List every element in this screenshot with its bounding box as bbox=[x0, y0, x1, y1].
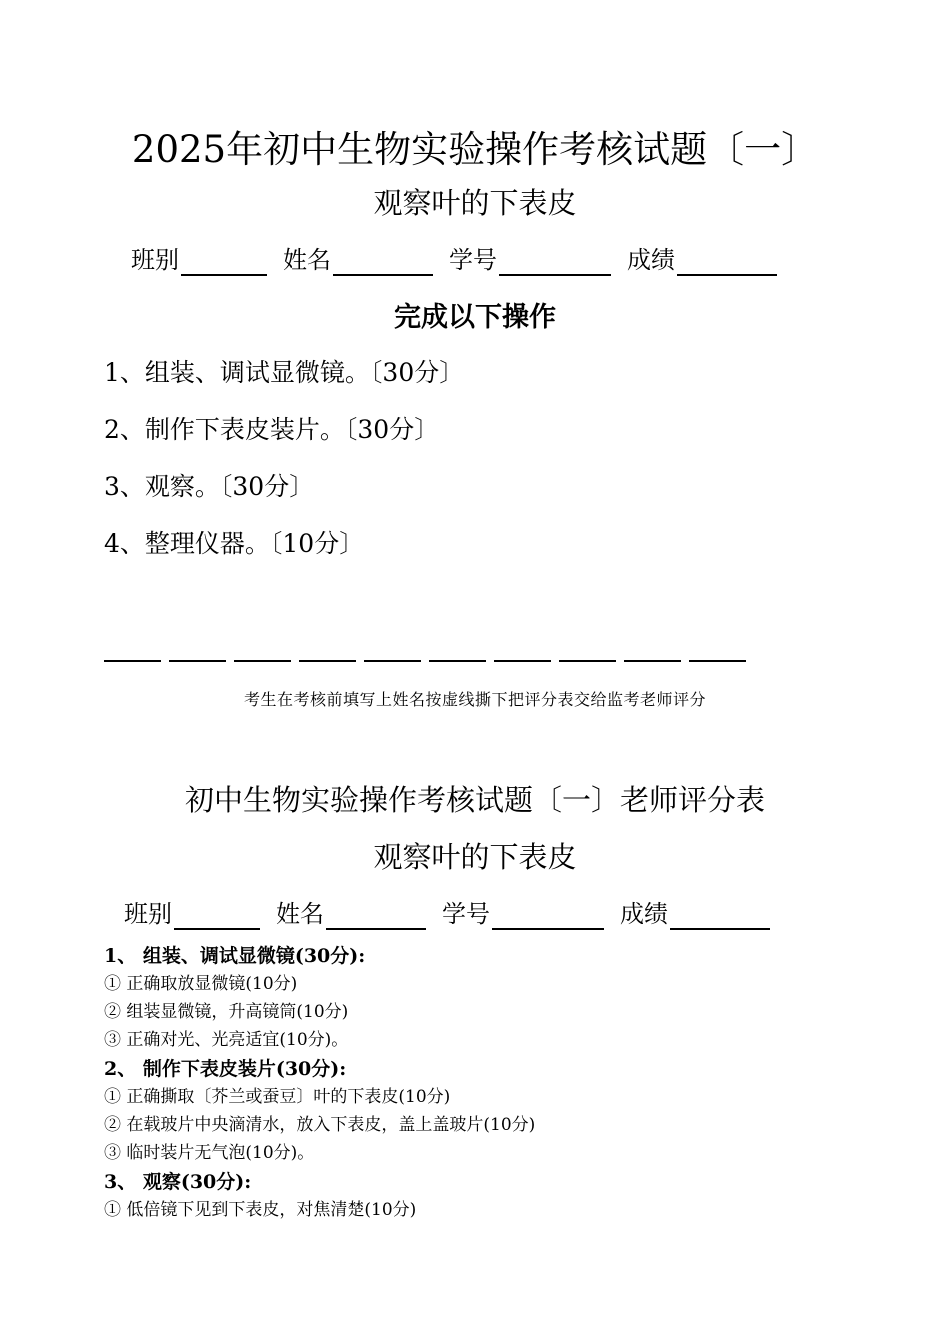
scoring-title: 初中生物实验操作考核试题〔一〕老师评分表 bbox=[184, 783, 765, 817]
tear-dash bbox=[299, 640, 356, 662]
task-item: 4、整理仪器。〔10分〕 bbox=[104, 529, 365, 558]
name-field bbox=[283, 244, 433, 276]
section-heading: 2、 制作下表皮装片(30分): bbox=[104, 1058, 347, 1080]
criterion-item: ② 组装显微镜，升高镜筒(10分) bbox=[104, 1002, 349, 1022]
section-heading: 1、 组装、调试显微镜(30分): bbox=[104, 945, 366, 967]
number-blank[interactable] bbox=[499, 250, 611, 276]
tear-dash bbox=[559, 640, 616, 662]
scoring-subtitle: 观察叶的下表皮 bbox=[373, 840, 577, 874]
score-blank[interactable] bbox=[670, 904, 770, 930]
name-label: 姓名 bbox=[283, 246, 331, 274]
class-blank[interactable] bbox=[174, 904, 260, 930]
criterion-item: ② 在载玻片中央滴清水，放入下表皮，盖上盖玻片(10分) bbox=[104, 1115, 536, 1135]
tear-line bbox=[104, 640, 746, 662]
name-blank[interactable] bbox=[326, 904, 426, 930]
exam-title: 2025年初中生物实验操作考核试题〔一〕 bbox=[131, 128, 819, 171]
score-blank[interactable] bbox=[677, 250, 777, 276]
score-label: 成绩 bbox=[620, 900, 668, 928]
class-label: 班别 bbox=[131, 246, 179, 274]
class-blank[interactable] bbox=[181, 250, 267, 276]
name-label: 姓名 bbox=[276, 900, 324, 928]
number-field bbox=[442, 898, 604, 930]
instructions-heading: 完成以下操作 bbox=[394, 302, 556, 333]
tear-dash bbox=[169, 640, 226, 662]
tear-dash bbox=[104, 640, 161, 662]
number-label: 学号 bbox=[442, 900, 490, 928]
number-label: 学号 bbox=[449, 246, 497, 274]
tear-dash bbox=[429, 640, 486, 662]
score-field bbox=[627, 244, 777, 276]
score-field bbox=[620, 898, 770, 930]
class-field bbox=[131, 244, 267, 276]
tear-dash bbox=[234, 640, 291, 662]
task-item: 2、制作下表皮装片。〔30分〕 bbox=[104, 415, 440, 444]
tear-dash bbox=[624, 640, 681, 662]
class-label: 班别 bbox=[124, 900, 172, 928]
cut-note: 考生在考核前填写上姓名按虚线撕下把评分表交给监考老师评分 bbox=[243, 690, 706, 709]
criterion-item: ① 正确撕取〔芥兰或蚕豆〕叶的下表皮(10分) bbox=[104, 1087, 451, 1107]
tear-dash bbox=[364, 640, 421, 662]
score-label: 成绩 bbox=[627, 246, 675, 274]
section-heading: 3、 观察(30分): bbox=[104, 1171, 252, 1193]
criterion-item: ① 正确取放显微镜(10分) bbox=[104, 974, 298, 994]
scoring-info-row bbox=[124, 898, 786, 930]
criterion-item: ③ 临时装片无气泡(10分)。 bbox=[104, 1143, 315, 1163]
task-item: 3、观察。〔30分〕 bbox=[104, 472, 315, 501]
exam-info-row bbox=[131, 244, 793, 276]
number-blank[interactable] bbox=[492, 904, 604, 930]
class-field bbox=[124, 898, 260, 930]
exam-subtitle: 观察叶的下表皮 bbox=[373, 186, 577, 220]
name-field bbox=[276, 898, 426, 930]
tear-dash bbox=[494, 640, 551, 662]
number-field bbox=[449, 244, 611, 276]
criterion-item: ① 低倍镜下见到下表皮，对焦清楚(10分) bbox=[104, 1200, 417, 1220]
criterion-item: ③ 正确对光、光亮适宜(10分)。 bbox=[104, 1030, 349, 1050]
tear-dash bbox=[689, 640, 746, 662]
task-item: 1、组装、调试显微镜。〔30分〕 bbox=[104, 358, 465, 387]
name-blank[interactable] bbox=[333, 250, 433, 276]
